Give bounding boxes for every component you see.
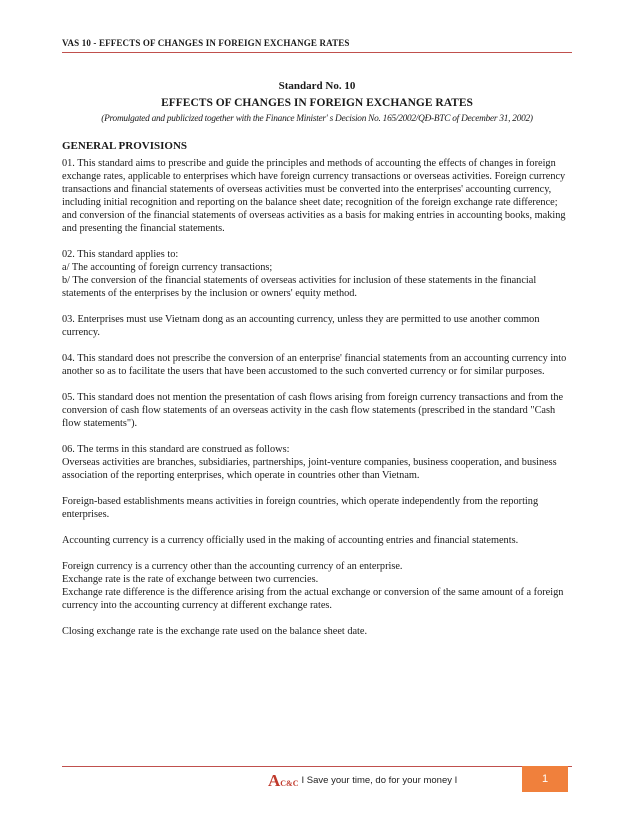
definition-exchange-rate: Exchange rate is the rate of exchange between two currencies.	[62, 574, 319, 585]
paragraph-02-intro: 02. This standard applies to:	[62, 249, 179, 260]
footer-slogan: I Save your time, do for your money I	[301, 774, 458, 786]
definition-closing-exchange-rate: Closing exchange rate is the exchange rate used on the balance sheet date.	[62, 626, 368, 637]
brand-logo-suffix: C&C	[280, 778, 299, 788]
standard-number: Standard No. 10	[278, 80, 356, 92]
paragraph-01: 01. This standard aims to prescribe and guide the principles and methods of accounting the effects of changes in foreign exchange rates, applicable to enterprises which have foreign currency transactions or overseas activities. Foreign currency transactions and financial statements of overseas activities must be converted into the enterprises' accounting currency, including initial recognition and reporting on the balance sheet date; recognition of the foreign exchange rate difference; and conversion of the financial statements of overseas activities as a basis for making entries in accounting books, making and presenting the financial statements.	[62, 158, 566, 234]
brand-logo	[268, 772, 299, 789]
paragraph-05: 05. This standard does not mention the presentation of cash flows arising from foreign currency transactions and from the conversion of cash flow statements of an overseas activity in the cash flow statements (prescribed in the standard "Cash flow statements").	[62, 392, 564, 429]
paragraph-03: 03. Enterprises must use Vietnam dong as an accounting currency, unless they are permitted to use another common currency.	[62, 314, 540, 338]
paragraph-04: 04. This standard does not prescribe the conversion of an enterprise' financial statements from an accounting currency into another so as to facilitate the users that have been accustomed to the such converted currency or for similar purposes.	[62, 353, 567, 377]
definition-foreign-currency: Foreign currency is a currency other than the accounting currency of an enterprise.	[62, 561, 403, 572]
footer-brand	[268, 770, 457, 790]
paragraph-02-item-b: b/ The conversion of the financial statements of overseas activities for inclusion of these statements in the financial statements of the enterprises by the inclusion or owners' equity method.	[62, 275, 537, 299]
footer-rule	[62, 766, 572, 767]
section-heading: GENERAL PROVISIONS	[62, 140, 188, 152]
paragraph-02-item-a: a/ The accounting of foreign currency transactions;	[62, 262, 273, 273]
definition-accounting-currency: Accounting currency is a currency officially used in the making of accounting entries and financial statements.	[62, 535, 519, 546]
promulgation-note: (Promulgated and publicized together with the Finance Minister' s Decision No. 165/2002/QĐ-BTC of December 31, 2002)	[101, 114, 533, 124]
definition-exchange-rate-difference: Exchange rate difference is the difference arising from the actual exchange or conversion of the same amount of a foreign currency into the accounting currency at different exchange rates.	[62, 587, 564, 611]
page-number: 1	[522, 766, 568, 792]
brand-logo-initial: A	[268, 770, 281, 790]
paragraph-06-intro: 06. The terms in this standard are construed as follows:	[62, 444, 290, 455]
running-header: VAS 10 - EFFECTS OF CHANGES IN FOREIGN EXCHANGE RATES	[62, 38, 350, 48]
header-rule	[62, 52, 572, 53]
definition-foreign-based-establishments: Foreign-based establishments means activities in foreign countries, which operate independently from the reporting enterprises.	[62, 496, 539, 520]
standard-title: EFFECTS OF CHANGES IN FOREIGN EXCHANGE RATES	[161, 97, 473, 109]
document-body	[62, 140, 572, 651]
definition-overseas-activities: Overseas activities are branches, subsidiaries, partnerships, joint-venture companies, business cooperation, and business association of the reporting enterprises, which operate in countries other than Vietnam.	[62, 457, 557, 481]
